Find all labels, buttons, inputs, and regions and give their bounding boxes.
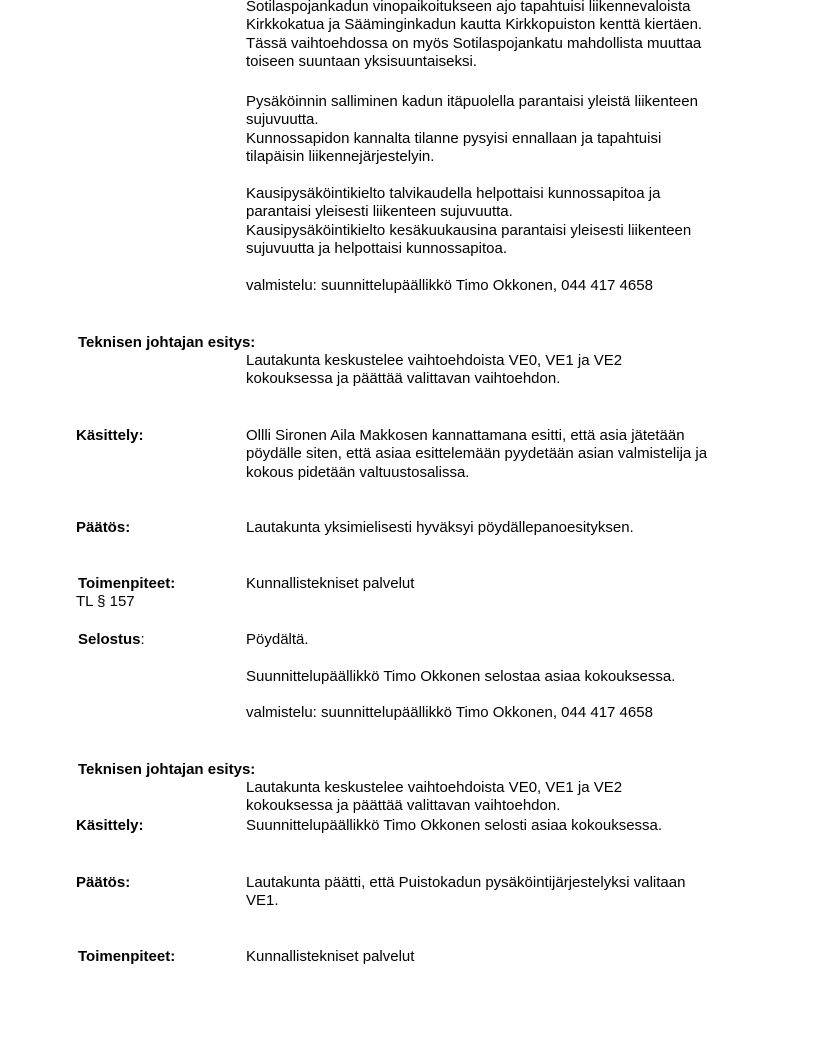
- intro-paragraph-3: [246, 185, 746, 258]
- actions-label: Toimenpiteet:: [78, 575, 176, 592]
- actions-text: [246, 948, 746, 966]
- decision-label: Päätös:: [76, 519, 131, 536]
- text-line: tilapäisin liikennejärjestelyin.: [246, 147, 435, 165]
- text-line: Sotilaspojankadun vinopaikoitukseen ajo tapahtuisi liikennevaloista: [246, 0, 691, 15]
- text-line: Pöydältä.: [246, 631, 309, 648]
- actions-text: [246, 575, 746, 593]
- text-line: Lautakunta yksimielisesti hyväksyi pöydällepanoesityksen.: [246, 519, 634, 536]
- text-line: Tässä vaihtoehdossa on myös Sotilaspojankatu mahdollista muuttaa: [246, 34, 702, 52]
- text-line: Lautakunta päätti, että Puistokadun pysäköintijärjestelyksi valitaan: [246, 874, 686, 891]
- text-line: Kausipysäköintikielto kesäkuukausina parantaisi yleisesti liikenteen: [246, 221, 692, 239]
- text-line: Kunnallistekniset palvelut: [246, 948, 415, 965]
- description-label-colon: :: [140, 631, 145, 648]
- proposal-text: [246, 352, 746, 389]
- description-preparer: [246, 704, 746, 722]
- actions-label: Toimenpiteet:: [78, 948, 176, 965]
- description-paragraph-2: [246, 668, 746, 686]
- preparer-line: valmistelu: suunnittelupäällikkö Timo Okkonen, 044 417 4658: [246, 277, 653, 294]
- proposal-label: Teknisen johtajan esitys:: [78, 761, 256, 778]
- text-line: VE1.: [246, 892, 279, 910]
- text-line: Kausipysäköintikielto talvikaudella helpottaisi kunnossapitoa ja: [246, 185, 661, 202]
- description-label-bold: Selostus: [78, 631, 141, 648]
- text-line: Ollli Sironen Aila Makkosen kannattamana esitti, että asia jätetään: [246, 427, 685, 444]
- text-line: kokous pidetään valtuustosalissa.: [246, 463, 470, 481]
- text-line: sujuvuutta ja helpottaisi kunnossapitoa.: [246, 239, 508, 257]
- text-line: Lautakunta keskustelee vaihtoehdoista VE0, VE1 ja VE2: [246, 779, 623, 796]
- description-label: [78, 631, 145, 649]
- text-line: Kunnossapidon kannalta tilanne pysyisi ennallaan ja tapahtuisi: [246, 129, 662, 147]
- intro-paragraph-1: [246, 0, 746, 71]
- handling-text: [246, 427, 746, 482]
- text-line: Kunnallistekniset palvelut: [246, 575, 415, 592]
- text-line: kokouksessa ja päättää valittavan vaihtoehdon.: [246, 797, 561, 815]
- text-line: Suunnittelupäällikkö Timo Okkonen selosti asiaa kokouksessa.: [246, 817, 663, 834]
- description-paragraph-1: [246, 631, 746, 649]
- proposal-text: [246, 779, 746, 816]
- text-line: Kirkkokatua ja Sääminginkadun kautta Kirkkopuiston kenttä kiertäen.: [246, 16, 703, 34]
- text-line: pöydälle siten, että asiaa esittelemään pyydetään asian valmistelija ja: [246, 445, 708, 463]
- handling-label: Käsittely:: [76, 817, 144, 834]
- section-reference: TL § 157: [76, 593, 135, 610]
- decision-text: [246, 519, 746, 537]
- intro-preparer: [246, 277, 746, 295]
- text-line: Lautakunta keskustelee vaihtoehdoista VE0, VE1 ja VE2: [246, 352, 623, 369]
- text-line: kokouksessa ja päättää valittavan vaihtoehdon.: [246, 370, 561, 388]
- decision-label: Päätös:: [76, 874, 131, 891]
- preparer-line: valmistelu: suunnittelupäällikkö Timo Okkonen, 044 417 4658: [246, 704, 653, 721]
- handling-label: Käsittely:: [76, 427, 144, 444]
- text-line: toiseen suuntaan yksisuuntaiseksi.: [246, 52, 477, 70]
- proposal-label: Teknisen johtajan esitys:: [78, 334, 256, 351]
- handling-text: [246, 817, 746, 835]
- text-line: Suunnittelupäällikkö Timo Okkonen selostaa asiaa kokouksessa.: [246, 668, 676, 685]
- text-line: Pysäköinnin salliminen kadun itäpuolella parantaisi yleistä liikenteen: [246, 93, 698, 110]
- text-line: sujuvuutta.: [246, 111, 319, 129]
- text-line: parantaisi yleisesti liikenteen sujuvuutta.: [246, 203, 513, 221]
- intro-paragraph-2: [246, 93, 746, 166]
- decision-text: [246, 874, 746, 911]
